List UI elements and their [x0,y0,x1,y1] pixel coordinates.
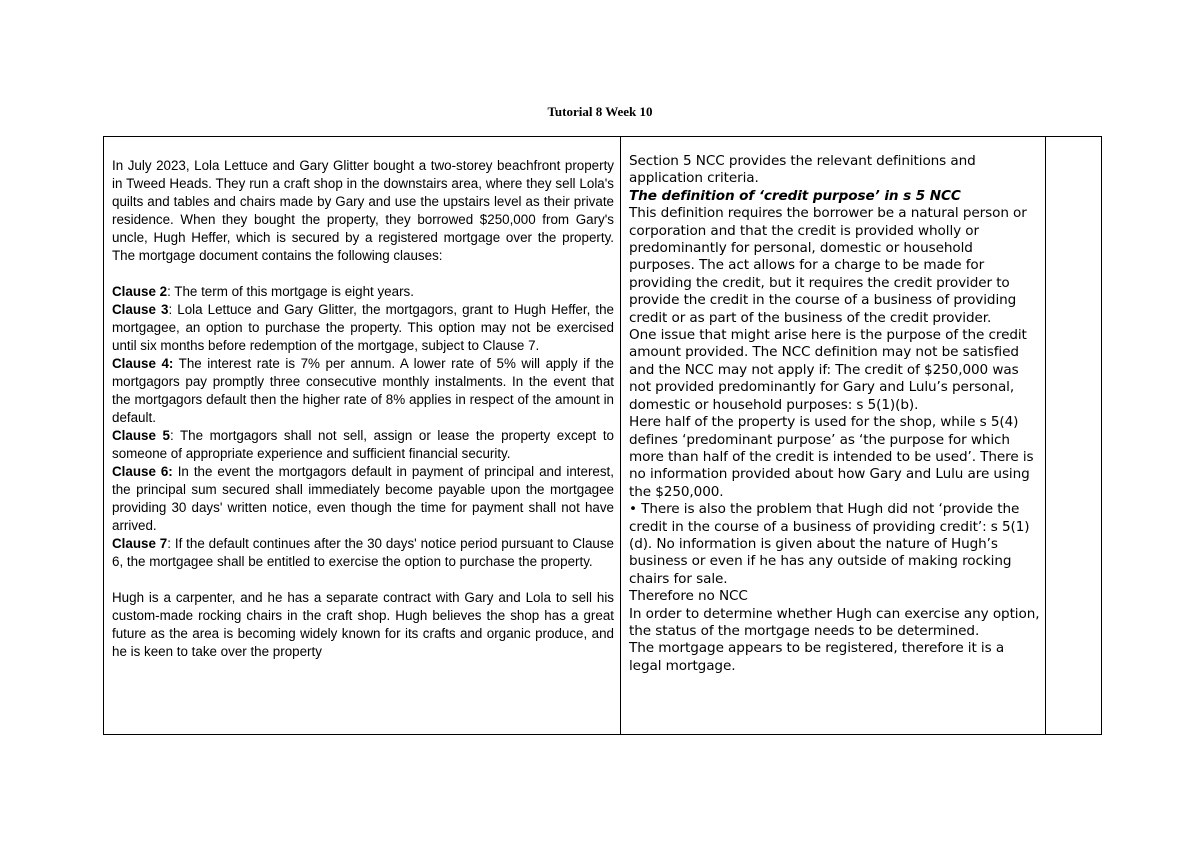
paragraph-gap [112,571,614,589]
answer-conclusion: Therefore no NCC [629,588,748,605]
answer-paragraph: Here half of the property is used for the shop, while s 5(4) defines ‘predominant purpose’ as ‘the purpose for which more than half of the credit is intended to be used’. There is no information provided about how Gary and Lulu are using the $250,000. [629,414,1034,500]
answer-paragraph: Section 5 NCC provides the relevant definitions and application criteria. [629,153,976,187]
clause-label: Clause 2 [112,284,168,299]
answer-paragraph: • There is also the problem that Hugh did not ‘provide the credit in the course of a business of providing credit’: s 5(1)(d). No information is given about the nature of Hugh’s business or even if he has any outside of making rocking chairs for sale. [629,501,1030,587]
question-text [104,137,620,734]
paragraph-gap [112,265,614,283]
answer-paragraph: The mortgage appears to be registered, therefore it is a legal mortgage. [629,640,1005,674]
answer-cell [621,137,1046,735]
answer-text [621,137,1045,734]
clause-text: : The mortgagors shall not sell, assign or lease the property except to someone of appropriate experience and sufficient financial security. [112,428,614,461]
tutorial-table [103,136,1102,735]
clause-text: : Lola Lettuce and Gary Glitter, the mortgagors, grant to Hugh Heffer, the mortgagee, an option to purchase the property. This option may not be exercised until six months before redemption of the mortgage, subject to Clause 7. [112,302,614,353]
question-cell [104,137,621,735]
document-title: Tutorial 8 Week 10 [547,104,653,119]
clause-2 [112,283,614,301]
question-intro: In July 2023, Lola Lettuce and Gary Glitter bought a two-storey beachfront property in Tweed Heads. They run a craft shop in the downstairs area, where they sell Lola's quilts and tables and chairs made by Gary and use the upstairs level as their private residence. When they bought the property, they borrowed $250,000 from Gary's uncle, Hugh Heffer, which is secured by a registered mortgage over the property. The mortgage document contains the following clauses: [112,158,614,263]
clause-text: In the event the mortgagors default in payment of principal and interest, the principal sum secured shall immediately become payable upon the mortgagee providing 30 days' written notice, even though the time for payment shall not have arrived. [112,464,614,533]
answer-heading: The definition of ‘credit purpose’ in s 5 NCC [629,187,961,204]
clause-text: : The term of this mortgage is eight years. [167,284,414,299]
clause-6 [112,463,614,535]
answer-paragraph: One issue that might arise here is the purpose of the credit amount provided. The NCC definition may not be satisfied and the NCC may not apply if: The credit of $250,000 was not provided predominantly for Gary and Lulu’s personal, domestic or household purposes: s 5(1)(b). [629,327,1027,413]
clause-text: : If the default continues after the 30 days' notice period pursuant to Clause 6, the mortgagee shall be entitled to exercise the option to purchase the property. [112,536,614,569]
answer-paragraph: In order to determine whether Hugh can exercise any option, the status of the mortgage needs to be determined. [629,605,1040,639]
empty-cell [1046,137,1102,735]
clause-label: Clause 7 [112,536,168,551]
clause-4 [112,355,614,427]
question-closing: Hugh is a carpenter, and he has a separate contract with Gary and Lola to sell his custom-made rocking chairs in the craft shop. Hugh believes the shop has a great future as the area is becoming widely known for its crafts and organic produce, and he is keen to take over the property [112,590,614,659]
table-row [104,137,1102,735]
clause-label: Clause 6: [112,464,173,479]
clause-label: Clause 5 [112,428,170,443]
clause-label: Clause 4: [112,356,174,371]
clause-5 [112,427,614,463]
clause-label: Clause 3 [112,302,169,317]
clause-7 [112,535,614,571]
clause-text: The interest rate is 7% per annum. A lower rate of 5% will apply if the mortgagors pay promptly three consecutive monthly instalments. In the event that the mortgagors default then the higher rate of 8% applies in respect of the amount in default. [112,356,614,425]
clause-3 [112,301,614,355]
answer-paragraph: This definition requires the borrower be a natural person or corporation and that the credit is provided wholly or predominantly for personal, domestic or household purposes. The act allows for a charge to be made for providing the credit, but it requires the credit provider to provide the credit in the course of a business of providing credit or as part of the business of the credit provider. [629,205,1027,326]
